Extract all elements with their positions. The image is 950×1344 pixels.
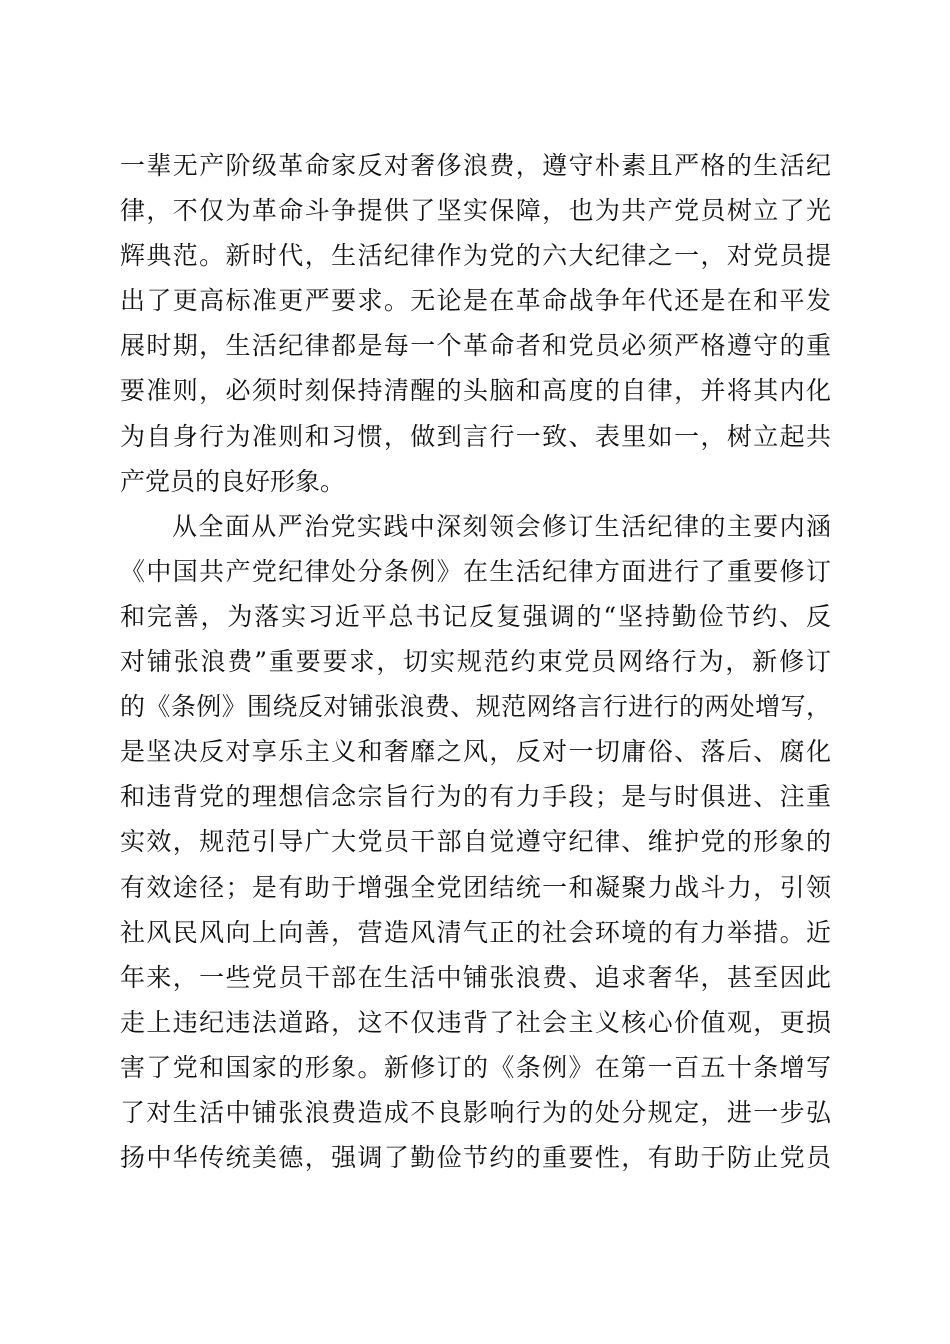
- text-line: 对铺张浪费”重要要求，切实规范约束党员网络行为，新修订: [120, 647, 831, 677]
- text-line: 实效，规范引导广大党员干部自觉遵守纪律、维护党的形象的: [120, 827, 831, 857]
- paragraph-2: [120, 504, 831, 1180]
- text-line: 辉典范。新时代，生活纪律作为党的六大纪律之一，对党员提: [120, 241, 831, 271]
- text-line: 是坚决反对享乐主义和奢靡之风，反对一切庸俗、落后、腐化: [120, 737, 831, 767]
- text-line: 了对生活中铺张浪费造成不良影响行为的处分规定，进一步弘: [120, 1097, 831, 1127]
- text-line: 展时期，生活纪律都是每一个革命者和党员必须严格遵守的重: [120, 331, 831, 361]
- text-line: 从全面从严治党实践中深刻领会修订生活纪律的主要内涵: [172, 511, 831, 541]
- text-line: 年来，一些党员干部在生活中铺张浪费、追求奢华，甚至因此: [120, 962, 831, 992]
- text-line: 走上违纪违法道路，这不仅违背了社会主义核心价值观，更损: [120, 1007, 831, 1037]
- text-line: 害了党和国家的形象。新修订的《条例》在第一百五十条增写: [120, 1052, 831, 1082]
- text-line: 和完善，为落实习近平总书记反复强调的“坚持勤俭节约、反: [120, 601, 831, 631]
- text-line: 有效途径；是有助于增强全党团结统一和凝聚力战斗力，引领: [120, 872, 831, 902]
- paragraph-1: [120, 143, 831, 504]
- text-line: 扬中华传统美德，强调了勤俭节约的重要性，有助于防止党员: [120, 1143, 831, 1173]
- text-line: 社风民风向上向善，营造风清气正的社会环境的有力举措。近: [120, 917, 831, 947]
- text-line: 出了更高标准更严要求。无论是在革命战争年代还是在和平发: [120, 286, 831, 316]
- text-line: 和违背党的理想信念宗旨行为的有力手段；是与时俱进、注重: [120, 782, 831, 812]
- text-line: 一辈无产阶级革命家反对奢侈浪费，遵守朴素且严格的生活纪: [120, 151, 831, 180]
- text-line: 要准则，必须时刻保持清醒的头脑和高度的自律，并将其内化: [120, 376, 831, 406]
- text-line: 为自身行为准则和习惯，做到言行一致、表里如一，树立起共: [120, 421, 831, 451]
- text-line: 《中国共产党纪律处分条例》在生活纪律方面进行了重要修订: [120, 556, 831, 586]
- document-body: [120, 143, 831, 1180]
- text-line: 律，不仅为革命斗争提供了坚实保障，也为共产党员树立了光: [120, 196, 831, 226]
- text-line: 产党员的良好形象。: [120, 466, 346, 496]
- text-line: 的《条例》围绕反对铺张浪费、规范网络言行进行的两处增写，: [120, 692, 831, 722]
